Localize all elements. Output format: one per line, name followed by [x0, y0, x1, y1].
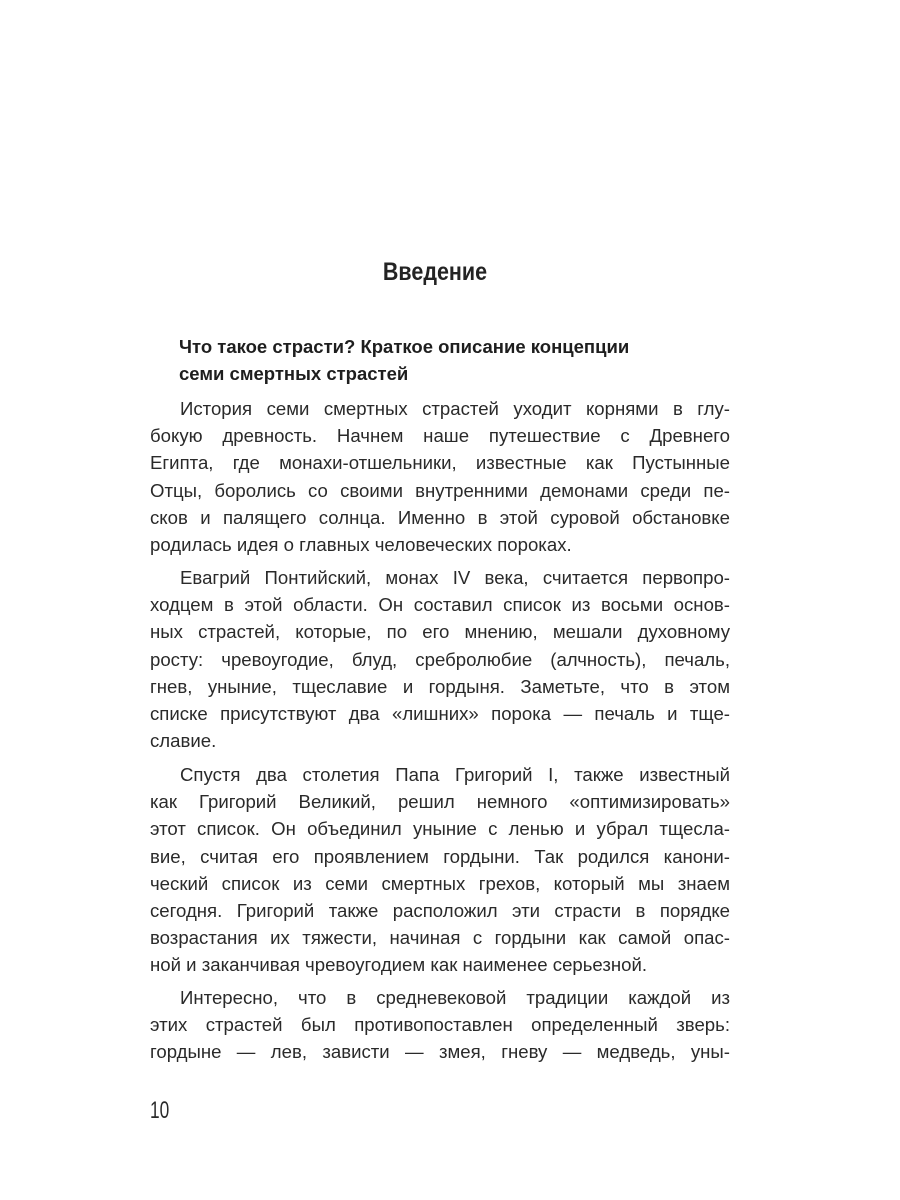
text-line: славие. — [150, 730, 217, 752]
text-line: этих страстей был противопоставлен определенный зверь: — [150, 1014, 730, 1036]
subheading-line: семи смертных страстей — [179, 363, 409, 385]
chapter-title: Введение — [382, 258, 488, 286]
text-line: бокую древность. Начнем наше путешествие с Древнего — [150, 425, 730, 447]
paragraph-animals — [150, 984, 730, 1066]
text-line: Интересно, что в средневековой традиции каждой из — [180, 987, 730, 1008]
text-line: сков и палящего солнца. Именно в этой суровой обстановке — [150, 506, 730, 528]
text-line: Отцы, боролись со своими внутренними демонами среди пе- — [150, 479, 730, 501]
page-number: 10 — [150, 1097, 170, 1124]
text-line: сегодня. Григорий также расположил эти страсти в порядке — [150, 899, 730, 921]
text-line: списке присутствуют два «лишних» порока — печаль и тще- — [150, 702, 730, 724]
text-line: росту: чревоугодие, блуд, сребролюбие (алчность), печаль, — [150, 648, 730, 670]
text-line: как Григорий Великий, решил немного «оптимизировать» — [150, 791, 730, 813]
text-line: гордыне — лев, зависти — змея, гневу — медведь, уны- — [150, 1041, 730, 1063]
subheading-line: Что такое страсти? Краткое описание концепции — [179, 336, 630, 357]
paragraph-evagrius — [150, 564, 730, 754]
text-line: История семи смертных страстей уходит корнями в глу- — [180, 398, 730, 419]
text-line: ческий список из семи смертных грехов, который мы знаем — [150, 872, 730, 894]
text-line: этот список. Он объединил уныние с ленью и убрал тщесла- — [150, 818, 730, 840]
text-line: родилась идея о главных человеческих пороках. — [150, 533, 572, 555]
paragraph-gregory — [150, 761, 730, 979]
text-line: ных страстей, которые, по его мнению, мешали духовному — [150, 621, 730, 643]
section-subheading — [179, 333, 730, 387]
text-line: Египта, где монахи-отшельники, известные как Пустынные — [150, 452, 730, 474]
text-line: ходцем в этой области. Он составил список из восьми основ- — [150, 594, 730, 616]
text-line: ной и заканчивая чревоугодием как наименее серьезной. — [150, 954, 648, 976]
text-line: вие, считая его проявлением гордыни. Так родился канони- — [150, 845, 730, 867]
text-line: Спустя два столетия Папа Григорий I, также известный — [180, 764, 730, 785]
paragraph-history — [150, 395, 730, 558]
text-line: возрастания их тяжести, начиная с гордыни как самой опас- — [150, 927, 730, 949]
text-line: гнев, уныние, тщеславие и гордыня. Заметьте, что в этом — [150, 675, 730, 697]
text-line: Евагрий Понтийский, монах IV века, считается первопро- — [180, 567, 730, 588]
